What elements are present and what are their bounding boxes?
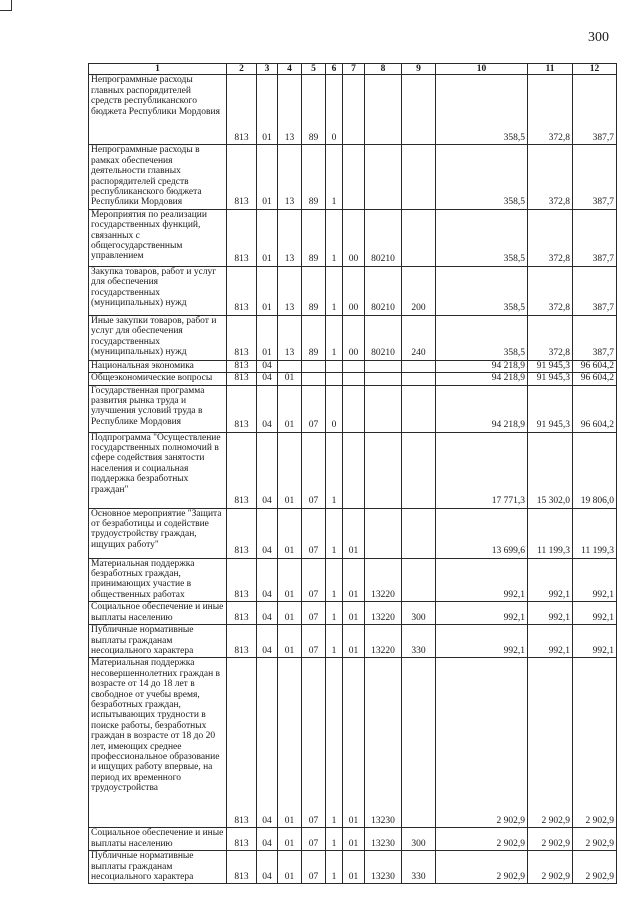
value-2026: 2 902,9 [573, 851, 617, 884]
code-subprogram: 1 [326, 851, 343, 884]
row-name: Материальная поддержка несовершеннолетних граждан в возрасте от 14 до 18 лет в свободное от учебы время, безработных граждан, испытывающих трудности в поиске работы, безработных граждан в возрасте от 18 до 20 лет, имеющих среднее профессиональное образование и ищущих работу впервые, на период их временного трудоустройства [89, 658, 227, 828]
code-program: 07 [302, 851, 326, 884]
value-2024: 358,5 [436, 266, 528, 315]
column-header: 3 [257, 64, 278, 75]
value-2026: 96 604,2 [573, 373, 617, 385]
value-2024: 992,1 [436, 602, 528, 625]
code-expense-type: 240 [402, 315, 436, 360]
value-2026: 11 199,3 [573, 508, 617, 558]
value-2025: 15 302,0 [528, 432, 573, 508]
column-header: 8 [365, 64, 402, 75]
code-event: 01 [343, 558, 365, 602]
table-row [89, 828, 617, 851]
code-section: 01 [257, 266, 278, 315]
code-subprogram: 1 [326, 209, 343, 266]
code-admin: 813 [227, 385, 257, 432]
code-event: 01 [343, 602, 365, 625]
value-2026: 387,7 [573, 145, 617, 209]
code-subsection: 01 [278, 602, 302, 625]
corner-mark [0, 0, 12, 11]
value-2026: 992,1 [573, 602, 617, 625]
code-expense-type [402, 432, 436, 508]
value-2026: 387,7 [573, 315, 617, 360]
code-expense-type: 330 [402, 625, 436, 658]
code-admin: 813 [227, 508, 257, 558]
table-row [89, 625, 617, 658]
code-subsection [278, 360, 302, 372]
value-2025: 992,1 [528, 558, 573, 602]
code-section: 04 [257, 558, 278, 602]
row-name: Подпрограмма "Осуществление государственных полномочий в сфере содействия занятости населения и социальная поддержка безработных граждан" [89, 432, 227, 508]
table-row [89, 508, 617, 558]
column-header: 2 [227, 64, 257, 75]
code-section: 04 [257, 360, 278, 372]
code-subsection: 13 [278, 266, 302, 315]
code-program: 07 [302, 602, 326, 625]
row-name: Социальное обеспечение и иные выплаты населению [89, 828, 227, 851]
code-event: 00 [343, 209, 365, 266]
row-name: Мероприятия по реализации государственных функций, связанных с общегосударственным управлением [89, 209, 227, 266]
code-event: 01 [343, 851, 365, 884]
code-admin: 813 [227, 851, 257, 884]
value-2025: 372,8 [528, 75, 573, 145]
code-subprogram: 1 [326, 602, 343, 625]
value-2024: 992,1 [436, 625, 528, 658]
code-subsection: 01 [278, 385, 302, 432]
code-section: 04 [257, 373, 278, 385]
table-row [89, 602, 617, 625]
code-direction [365, 432, 402, 508]
code-direction [365, 145, 402, 209]
code-subsection: 01 [278, 432, 302, 508]
code-admin: 813 [227, 625, 257, 658]
column-header: 9 [402, 64, 436, 75]
value-2026: 387,7 [573, 266, 617, 315]
code-subsection: 01 [278, 658, 302, 828]
code-admin: 813 [227, 602, 257, 625]
code-subprogram: 1 [326, 625, 343, 658]
code-subprogram: 1 [326, 658, 343, 828]
table-row [89, 209, 617, 266]
code-event: 00 [343, 266, 365, 315]
code-expense-type: 330 [402, 851, 436, 884]
value-2024: 2 902,9 [436, 658, 528, 828]
code-event: 01 [343, 508, 365, 558]
code-expense-type [402, 385, 436, 432]
code-program: 89 [302, 266, 326, 315]
table-row [89, 373, 617, 385]
column-header: 4 [278, 64, 302, 75]
code-admin: 813 [227, 360, 257, 372]
value-2026: 2 902,9 [573, 828, 617, 851]
code-direction: 13220 [365, 558, 402, 602]
code-program: 07 [302, 625, 326, 658]
code-expense-type [402, 373, 436, 385]
code-subprogram: 0 [326, 75, 343, 145]
value-2025: 372,8 [528, 266, 573, 315]
code-event: 01 [343, 625, 365, 658]
code-subprogram: 1 [326, 432, 343, 508]
code-program: 89 [302, 75, 326, 145]
code-subsection: 13 [278, 315, 302, 360]
code-admin: 813 [227, 373, 257, 385]
code-program: 07 [302, 432, 326, 508]
code-direction [365, 75, 402, 145]
value-2024: 2 902,9 [436, 851, 528, 884]
table-row [89, 558, 617, 602]
code-subprogram: 1 [326, 266, 343, 315]
code-expense-type [402, 508, 436, 558]
code-expense-type [402, 558, 436, 602]
code-event [343, 385, 365, 432]
table-row [89, 145, 617, 209]
value-2024: 358,5 [436, 315, 528, 360]
code-event: 00 [343, 315, 365, 360]
table-row [89, 385, 617, 432]
code-subsection: 01 [278, 851, 302, 884]
value-2025: 2 902,9 [528, 828, 573, 851]
code-direction: 13220 [365, 602, 402, 625]
code-section: 04 [257, 851, 278, 884]
value-2025: 11 199,3 [528, 508, 573, 558]
column-header: 5 [302, 64, 326, 75]
value-2025: 372,8 [528, 315, 573, 360]
code-section: 04 [257, 658, 278, 828]
column-header: 11 [528, 64, 573, 75]
column-header: 10 [436, 64, 528, 75]
code-subsection: 01 [278, 828, 302, 851]
code-expense-type [402, 658, 436, 828]
value-2024: 992,1 [436, 558, 528, 602]
row-name: Общеэкономические вопросы [89, 373, 227, 385]
code-section: 04 [257, 828, 278, 851]
value-2026: 387,7 [573, 75, 617, 145]
code-subprogram: 1 [326, 558, 343, 602]
code-admin: 813 [227, 315, 257, 360]
code-subprogram [326, 373, 343, 385]
code-direction: 80210 [365, 315, 402, 360]
code-section: 04 [257, 602, 278, 625]
code-direction: 13230 [365, 658, 402, 828]
code-direction [365, 385, 402, 432]
value-2025: 2 902,9 [528, 658, 573, 828]
row-name: Публичные нормативные выплаты гражданам несоциального характера [89, 625, 227, 658]
table-row [89, 315, 617, 360]
value-2025: 372,8 [528, 145, 573, 209]
code-program: 07 [302, 658, 326, 828]
code-section: 01 [257, 75, 278, 145]
header-row [89, 64, 617, 75]
table-row [89, 658, 617, 828]
code-program: 89 [302, 315, 326, 360]
table-row [89, 75, 617, 145]
code-subprogram [326, 360, 343, 372]
code-subprogram: 1 [326, 145, 343, 209]
code-subsection: 01 [278, 373, 302, 385]
code-program [302, 373, 326, 385]
value-2024: 94 218,9 [436, 373, 528, 385]
row-name: Государственная программа развития рынка труда и улучшения условий труда в Республике Мордовия [89, 385, 227, 432]
code-subprogram: 1 [326, 828, 343, 851]
value-2024: 358,5 [436, 145, 528, 209]
code-subsection: 13 [278, 145, 302, 209]
code-admin: 813 [227, 266, 257, 315]
code-program: 07 [302, 828, 326, 851]
value-2025: 992,1 [528, 602, 573, 625]
value-2024: 94 218,9 [436, 385, 528, 432]
value-2026: 96 604,2 [573, 385, 617, 432]
value-2026: 992,1 [573, 558, 617, 602]
row-name: Социальное обеспечение и иные выплаты населению [89, 602, 227, 625]
code-admin: 813 [227, 828, 257, 851]
code-subprogram: 1 [326, 508, 343, 558]
table-row [89, 851, 617, 884]
column-header: 1 [89, 64, 227, 75]
code-admin: 813 [227, 209, 257, 266]
code-section: 01 [257, 209, 278, 266]
column-header: 12 [573, 64, 617, 75]
code-program: 89 [302, 145, 326, 209]
code-section: 01 [257, 145, 278, 209]
row-name: Национальная экономика [89, 360, 227, 372]
value-2025: 91 945,3 [528, 385, 573, 432]
code-program: 89 [302, 209, 326, 266]
code-expense-type [402, 209, 436, 266]
table-row [89, 266, 617, 315]
value-2024: 94 218,9 [436, 360, 528, 372]
code-section: 04 [257, 385, 278, 432]
code-event: 01 [343, 828, 365, 851]
code-admin: 813 [227, 658, 257, 828]
code-expense-type: 300 [402, 602, 436, 625]
code-event: 01 [343, 658, 365, 828]
code-event [343, 145, 365, 209]
code-direction [365, 373, 402, 385]
value-2025: 91 945,3 [528, 360, 573, 372]
value-2025: 372,8 [528, 209, 573, 266]
code-program: 07 [302, 508, 326, 558]
code-admin: 813 [227, 432, 257, 508]
value-2024: 17 771,3 [436, 432, 528, 508]
code-expense-type: 200 [402, 266, 436, 315]
code-expense-type [402, 75, 436, 145]
code-subsection: 13 [278, 209, 302, 266]
value-2026: 19 806,0 [573, 432, 617, 508]
value-2024: 358,5 [436, 75, 528, 145]
value-2025: 2 902,9 [528, 851, 573, 884]
row-name: Непрограммные расходы в рамках обеспечения деятельности главных распорядителей средств республиканского бюджета Республики Мордовия [89, 145, 227, 209]
code-direction: 80210 [365, 209, 402, 266]
code-section: 04 [257, 508, 278, 558]
value-2025: 91 945,3 [528, 373, 573, 385]
code-section: 04 [257, 432, 278, 508]
code-subsection: 01 [278, 558, 302, 602]
code-program: 07 [302, 558, 326, 602]
code-expense-type [402, 360, 436, 372]
code-subsection: 13 [278, 75, 302, 145]
row-name: Материальная поддержка безработных граждан, принимающих участие в общественных работах [89, 558, 227, 602]
code-subprogram: 0 [326, 385, 343, 432]
page-number: 300 [588, 30, 609, 45]
table-row [89, 432, 617, 508]
code-admin: 813 [227, 145, 257, 209]
code-direction [365, 360, 402, 372]
value-2024: 2 902,9 [436, 828, 528, 851]
value-2026: 992,1 [573, 625, 617, 658]
code-direction: 13230 [365, 828, 402, 851]
code-event [343, 360, 365, 372]
code-direction: 80210 [365, 266, 402, 315]
value-2025: 992,1 [528, 625, 573, 658]
value-2026: 96 604,2 [573, 360, 617, 372]
code-program: 07 [302, 385, 326, 432]
code-subsection: 01 [278, 625, 302, 658]
value-2024: 358,5 [436, 209, 528, 266]
code-event [343, 432, 365, 508]
value-2026: 387,7 [573, 209, 617, 266]
code-admin: 813 [227, 558, 257, 602]
value-2024: 13 699,6 [436, 508, 528, 558]
code-direction: 13230 [365, 851, 402, 884]
code-subsection: 01 [278, 508, 302, 558]
row-name: Публичные нормативные выплаты гражданам несоциального характера [89, 851, 227, 884]
row-name: Непрограммные расходы главных распорядителей средств республиканского бюджета Республики Мордовия [89, 75, 227, 145]
row-name: Основное мероприятие "Защита от безработицы и содействие трудоустройству граждан, ищущих работу" [89, 508, 227, 558]
table-row [89, 360, 617, 372]
code-subprogram: 1 [326, 315, 343, 360]
code-program [302, 360, 326, 372]
code-direction [365, 508, 402, 558]
code-section: 04 [257, 625, 278, 658]
code-admin: 813 [227, 75, 257, 145]
code-event [343, 373, 365, 385]
code-direction: 13220 [365, 625, 402, 658]
row-name: Закупка товаров, работ и услуг для обеспечения государственных (муниципальных) нужд [89, 266, 227, 315]
code-event [343, 75, 365, 145]
row-name: Иные закупки товаров, работ и услуг для обеспечения государственных (муниципальных) нужд [89, 315, 227, 360]
budget-table [88, 63, 617, 884]
column-header: 7 [343, 64, 365, 75]
code-section: 01 [257, 315, 278, 360]
code-expense-type: 300 [402, 828, 436, 851]
value-2026: 2 902,9 [573, 658, 617, 828]
code-expense-type [402, 145, 436, 209]
column-header: 6 [326, 64, 343, 75]
